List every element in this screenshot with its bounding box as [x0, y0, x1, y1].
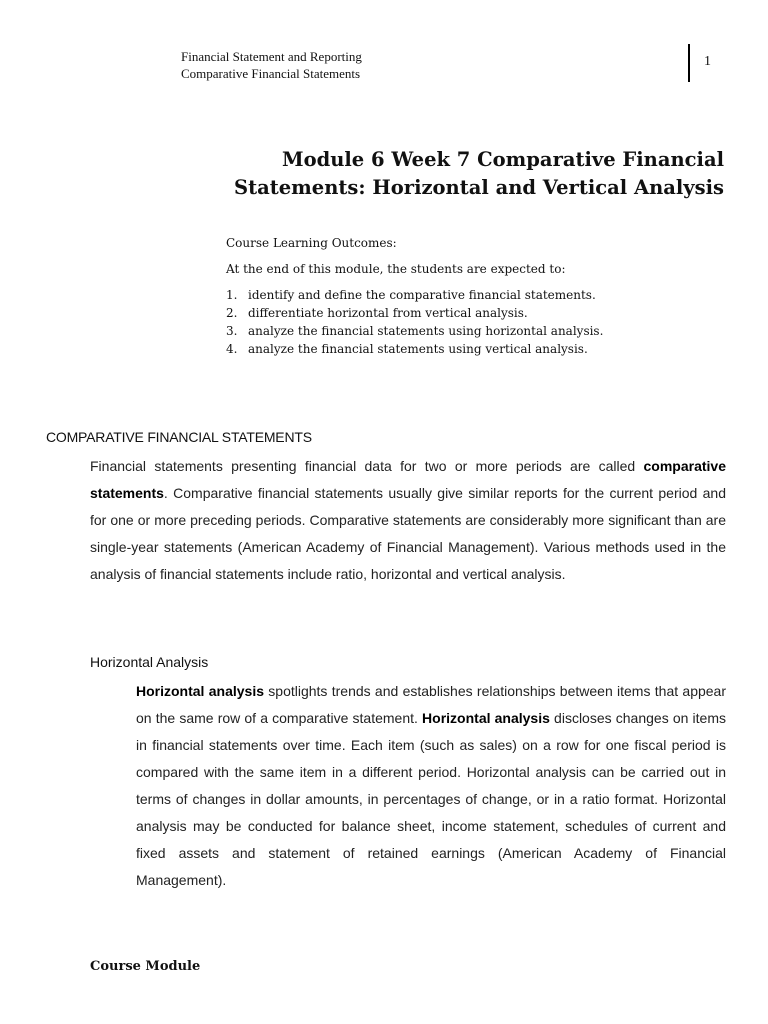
outcomes-list — [226, 286, 603, 358]
list-item-text: analyze the financial statements using vertical analysis. — [248, 342, 588, 356]
list-item-text: differentiate horizontal from vertical analysis. — [248, 306, 528, 320]
outcomes-intro: At the end of this module, the students are expected to: — [226, 262, 566, 276]
list-item-text: identify and define the comparative financial statements. — [248, 288, 596, 302]
paragraph-text: discloses changes on items in financial statements over time. Each item (such as sales) on a row for one fiscal period is compared with the same item in a different period. Horizontal analysis can be carried out in terms of changes in dollar amounts, in percentages of change, or in a ratio format. Horizontal analysis may be conducted for balance sheet, income statement, schedules of current and fixed assets and statement of retained earnings (American Academy of Financial Management). — [136, 710, 727, 888]
list-item-number: 4. — [226, 342, 238, 356]
paragraph-bold-term: Horizontal analysis — [136, 683, 264, 699]
paragraph-bold-term: comparative statements — [90, 458, 726, 501]
list-item-number: 1. — [226, 288, 238, 302]
section-heading-comparative: COMPARATIVE FINANCIAL STATEMENTS — [46, 429, 312, 445]
paragraph-text: spotlights trends and establishes relationships between items that appear on the same row of a comparative statement. — [136, 683, 726, 726]
header-course-title: Financial Statement and Reporting — [181, 49, 362, 64]
paragraph-comparative — [90, 453, 726, 588]
paragraph-text: . Comparative financial statements usually give similar reports for the current period and for one or more preceding periods. Comparative statements are considerably more significant than are single-year statements (American Academy of Financial Management). Various methods used in the analysis of financial statements include ratio, horizontal and vertical analysis. — [90, 485, 726, 582]
paragraph-text: Financial statements presenting financial data for two or more periods are called — [90, 458, 644, 474]
running-header — [181, 48, 362, 82]
module-title-line-1: Module 6 Week 7 Comparative Financial — [282, 148, 724, 171]
learning-outcomes — [226, 234, 603, 358]
list-item — [226, 304, 603, 322]
module-title-line-2: Statements: Horizontal and Vertical Analysis — [234, 176, 724, 199]
header-divider — [688, 44, 690, 82]
module-title — [234, 146, 724, 202]
header-topic-title: Comparative Financial Statements — [181, 66, 361, 81]
paragraph-bold-term: Horizontal analysis — [422, 710, 550, 726]
list-item — [226, 340, 603, 358]
outcomes-label: Course Learning Outcomes: — [226, 236, 397, 250]
list-item-number: 2. — [226, 306, 238, 320]
list-item — [226, 286, 603, 304]
page-number: 1 — [704, 54, 711, 69]
list-item — [226, 322, 603, 340]
list-item-number: 3. — [226, 324, 238, 338]
list-item-text: analyze the financial statements using horizontal analysis. — [248, 324, 604, 338]
footer-course-module: Course Module — [90, 959, 201, 974]
section-heading-horizontal: Horizontal Analysis — [90, 654, 209, 670]
paragraph-horizontal — [136, 678, 726, 894]
